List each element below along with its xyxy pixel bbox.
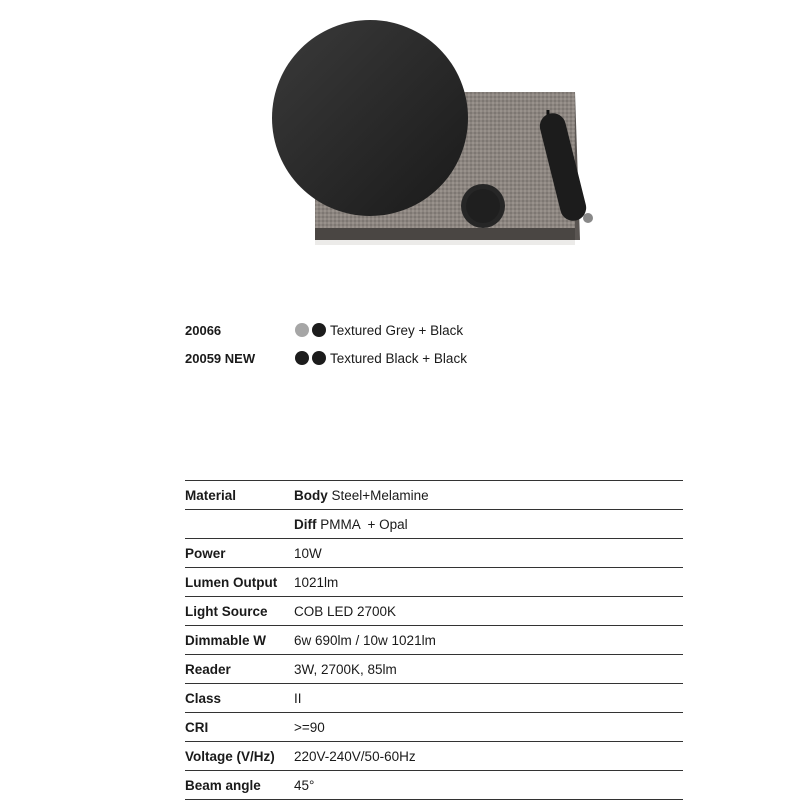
spec-value: 10W — [294, 545, 322, 561]
variant-code: 20059 NEW — [185, 350, 256, 366]
disc-shade — [272, 20, 468, 216]
spec-row-material — [185, 481, 683, 510]
spec-row-beam-angle — [185, 771, 683, 800]
spec-key: Body — [294, 487, 328, 503]
spec-label: Material — [185, 487, 237, 503]
black-swatch — [295, 351, 309, 365]
spec-label: Class — [185, 690, 222, 706]
spec-row-power — [185, 539, 683, 568]
spec-row-diffuser — [185, 510, 683, 539]
spec-row-lumen-output — [185, 568, 683, 597]
spec-label: CRI — [185, 719, 209, 735]
spec-value — [294, 488, 683, 503]
variant-code: 20066 — [185, 322, 222, 338]
spec-value: 1021lm — [294, 574, 339, 590]
spec-label: Voltage (V/Hz) — [185, 748, 275, 764]
spec-label: Reader — [185, 661, 231, 677]
product-image — [230, 0, 650, 270]
spec-label: Power — [185, 545, 226, 561]
variant-row — [185, 344, 605, 372]
variant-description: Textured Grey + Black — [330, 322, 464, 338]
variant-list — [185, 316, 605, 372]
spec-label: Lumen Output — [185, 574, 278, 590]
spec-value: 45° — [294, 777, 315, 793]
spec-text: PMMA + Opal — [320, 516, 408, 532]
spec-label: Dimmable W — [185, 632, 267, 648]
spec-value: 6w 690lm / 10w 1021lm — [294, 632, 436, 648]
swatch-group — [295, 323, 326, 337]
spec-table — [185, 480, 683, 800]
black-swatch — [312, 323, 326, 337]
spec-value: 220V-240V/50-60Hz — [294, 748, 416, 764]
grey-swatch — [295, 323, 309, 337]
spec-row-class — [185, 684, 683, 713]
spec-text: Steel+Melamine — [331, 487, 429, 503]
spec-label: Beam angle — [185, 777, 261, 793]
spec-row-dimmable — [185, 626, 683, 655]
variant-row — [185, 316, 605, 344]
spec-row-cri — [185, 713, 683, 742]
spec-value: COB LED 2700K — [294, 603, 397, 619]
swatch-group — [295, 351, 326, 365]
black-swatch — [312, 351, 326, 365]
spec-value: >=90 — [294, 719, 325, 735]
spec-key: Diff — [294, 516, 317, 532]
spec-row-reader — [185, 655, 683, 684]
spec-value — [294, 517, 683, 532]
variant-description: Textured Black + Black — [330, 350, 467, 366]
spec-value: II — [294, 690, 302, 706]
spec-row-light-source — [185, 597, 683, 626]
spec-row-voltage — [185, 742, 683, 771]
spec-label: Light Source — [185, 603, 268, 619]
spec-value: 3W, 2700K, 85lm — [294, 661, 397, 677]
